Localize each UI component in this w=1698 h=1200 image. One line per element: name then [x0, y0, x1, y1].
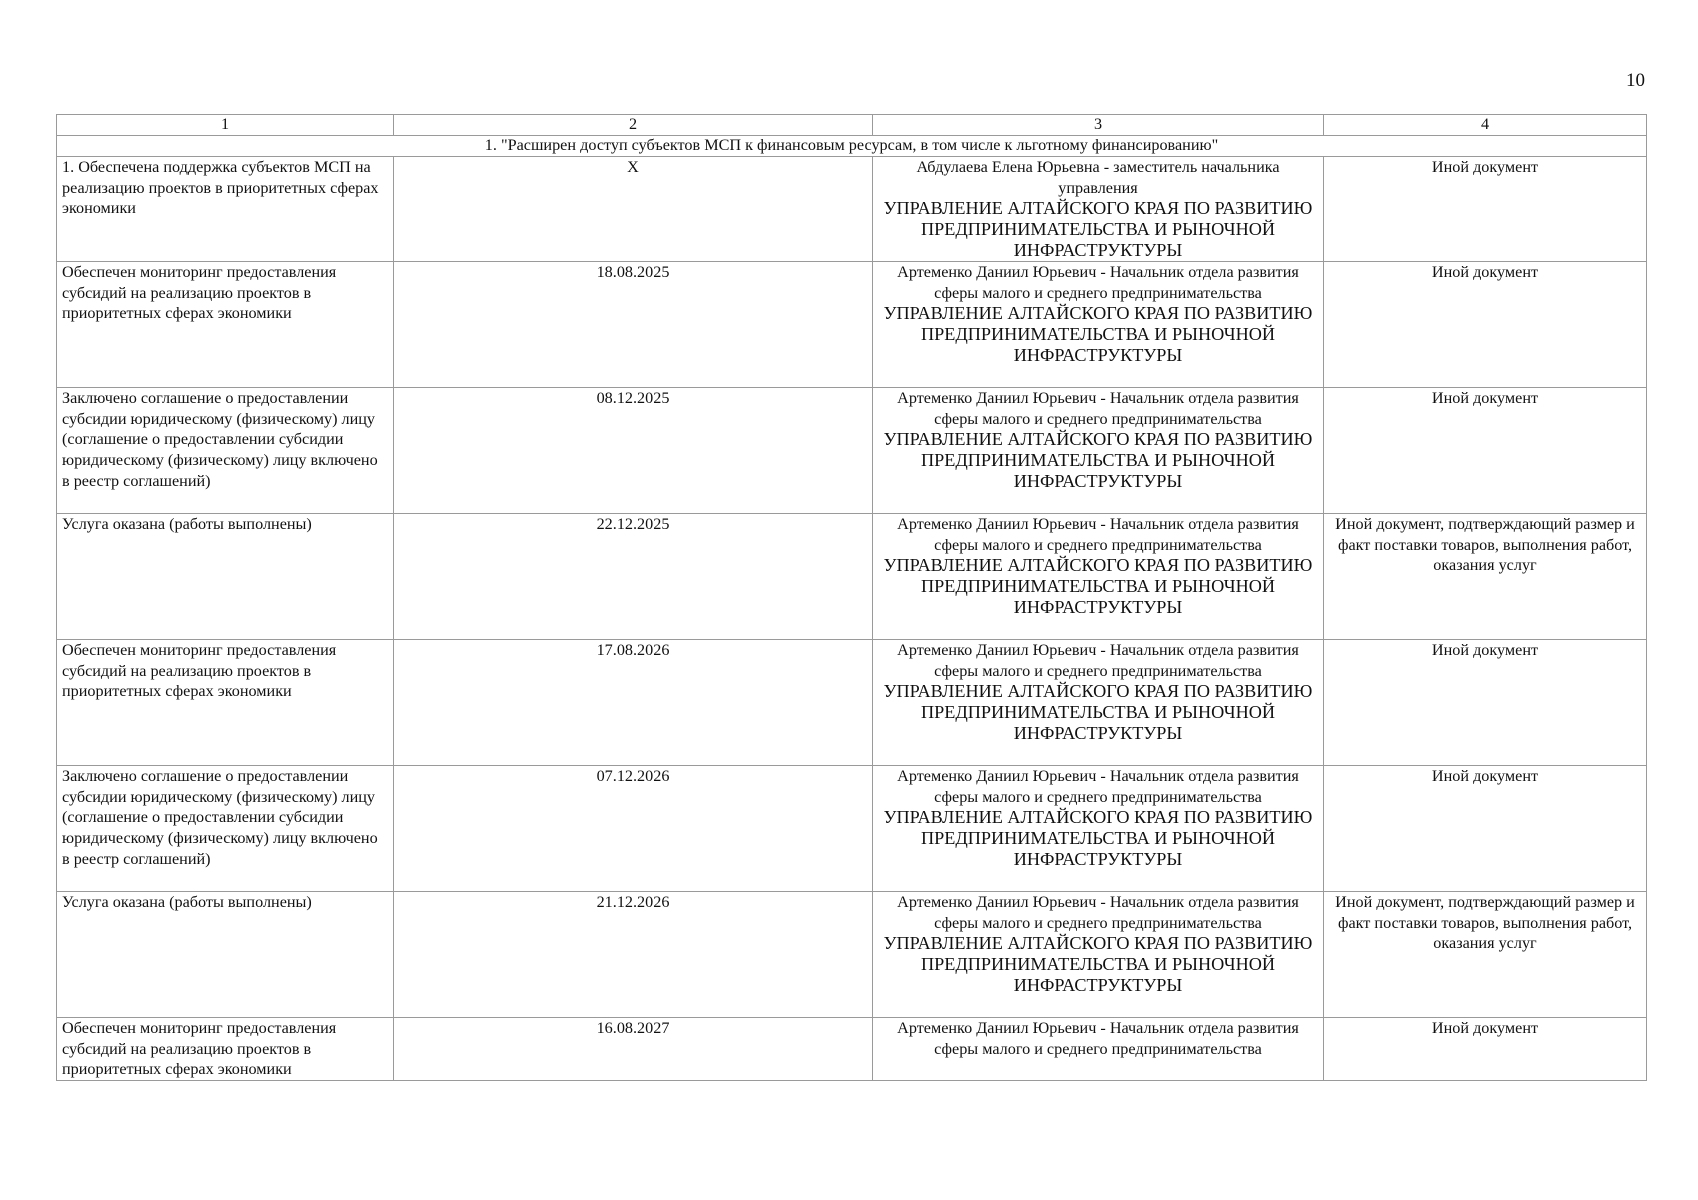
event-cell: Обеспечен мониторинг предоставления субсидий на реализацию проектов в приоритетных сферах экономики — [57, 1018, 394, 1081]
responsible-cell — [873, 640, 1324, 766]
table-row — [57, 766, 1647, 892]
date-cell: 21.12.2026 — [394, 892, 873, 1018]
responsible-org: УПРАВЛЕНИЕ АЛТАЙСКОГО КРАЯ ПО РАЗВИТИЮ ПРЕДПРИНИМАТЕЛЬСТВА И РЫНОЧНОЙ ИНФРАСТРУКТУРЫ — [883, 933, 1313, 996]
event-cell: Услуга оказана (работы выполнены) — [57, 514, 394, 640]
responsible-person: Артеменко Даниил Юрьевич - Начальник отдела развития сферы малого и среднего предпринимательства — [897, 515, 1299, 554]
document-cell: Иной документ — [1324, 262, 1647, 388]
responsible-person: Абдулаева Елена Юрьевна - заместитель начальника управления — [916, 158, 1280, 197]
table-row — [57, 892, 1647, 1018]
responsible-org: УПРАВЛЕНИЕ АЛТАЙСКОГО КРАЯ ПО РАЗВИТИЮ ПРЕДПРИНИМАТЕЛЬСТВА И РЫНОЧНОЙ ИНФРАСТРУКТУРЫ — [883, 198, 1313, 261]
responsible-cell — [873, 1018, 1324, 1081]
column-number: 1 — [57, 115, 394, 136]
responsible-cell — [873, 766, 1324, 892]
column-number-row — [57, 115, 1647, 136]
table-row — [57, 514, 1647, 640]
responsible-person: Артеменко Даниил Юрьевич - Начальник отдела развития сферы малого и среднего предпринимательства — [897, 263, 1299, 302]
document-cell: Иной документ — [1324, 388, 1647, 514]
table-row — [57, 1018, 1647, 1081]
responsible-org: УПРАВЛЕНИЕ АЛТАЙСКОГО КРАЯ ПО РАЗВИТИЮ ПРЕДПРИНИМАТЕЛЬСТВА И РЫНОЧНОЙ ИНФРАСТРУКТУРЫ — [883, 555, 1313, 618]
responsible-cell — [873, 262, 1324, 388]
responsible-org: УПРАВЛЕНИЕ АЛТАЙСКОГО КРАЯ ПО РАЗВИТИЮ ПРЕДПРИНИМАТЕЛЬСТВА И РЫНОЧНОЙ ИНФРАСТРУКТУРЫ — [883, 681, 1313, 744]
date-cell: 17.08.2026 — [394, 640, 873, 766]
table-row — [57, 262, 1647, 388]
responsible-person: Артеменко Даниил Юрьевич - Начальник отдела развития сферы малого и среднего предпринимательства — [897, 893, 1299, 932]
date-cell: 16.08.2027 — [394, 1018, 873, 1081]
column-number: 2 — [394, 115, 873, 136]
date-cell: X — [394, 157, 873, 262]
document-cell: Иной документ — [1324, 640, 1647, 766]
document-cell: Иной документ, подтверждающий размер и факт поставки товаров, выполнения работ, оказания услуг — [1324, 514, 1647, 640]
responsible-person: Артеменко Даниил Юрьевич - Начальник отдела развития сферы малого и среднего предпринимательства — [897, 767, 1299, 806]
event-cell: Заключено соглашение о предоставлении субсидии юридическому (физическому) лицу (соглашение о предоставлении субсидии юридическому (физическому) лицу включено в реестр соглашений) — [57, 766, 394, 892]
date-cell: 18.08.2025 — [394, 262, 873, 388]
column-number: 3 — [873, 115, 1324, 136]
section-title: 1. "Расширен доступ субъектов МСП к финансовым ресурсам, в том числе к льготному финансированию" — [57, 136, 1647, 157]
responsible-person: Артеменко Даниил Юрьевич - Начальник отдела развития сферы малого и среднего предпринимательства — [897, 1019, 1299, 1058]
section-title-row — [57, 136, 1647, 157]
responsible-cell — [873, 514, 1324, 640]
page-number: 10 — [1626, 70, 1645, 91]
table-row — [57, 388, 1647, 514]
event-cell: 1. Обеспечена поддержка субъектов МСП на реализацию проектов в приоритетных сферах экономики — [57, 157, 394, 262]
responsible-org: УПРАВЛЕНИЕ АЛТАЙСКОГО КРАЯ ПО РАЗВИТИЮ ПРЕДПРИНИМАТЕЛЬСТВА И РЫНОЧНОЙ ИНФРАСТРУКТУРЫ — [883, 807, 1313, 870]
document-cell: Иной документ, подтверждающий размер и факт поставки товаров, выполнения работ, оказания услуг — [1324, 892, 1647, 1018]
responsible-cell — [873, 157, 1324, 262]
responsible-org: УПРАВЛЕНИЕ АЛТАЙСКОГО КРАЯ ПО РАЗВИТИЮ ПРЕДПРИНИМАТЕЛЬСТВА И РЫНОЧНОЙ ИНФРАСТРУКТУРЫ — [883, 429, 1313, 492]
event-cell: Услуга оказана (работы выполнены) — [57, 892, 394, 1018]
document-cell: Иной документ — [1324, 157, 1647, 262]
date-cell: 22.12.2025 — [394, 514, 873, 640]
responsible-cell — [873, 388, 1324, 514]
responsible-cell — [873, 892, 1324, 1018]
date-cell: 07.12.2026 — [394, 766, 873, 892]
column-number: 4 — [1324, 115, 1647, 136]
responsible-org: УПРАВЛЕНИЕ АЛТАЙСКОГО КРАЯ ПО РАЗВИТИЮ ПРЕДПРИНИМАТЕЛЬСТВА И РЫНОЧНОЙ ИНФРАСТРУКТУРЫ — [883, 303, 1313, 366]
table-row — [57, 157, 1647, 262]
event-cell: Обеспечен мониторинг предоставления субсидий на реализацию проектов в приоритетных сферах экономики — [57, 640, 394, 766]
responsible-person: Артеменко Даниил Юрьевич - Начальник отдела развития сферы малого и среднего предпринимательства — [897, 641, 1299, 680]
event-cell: Обеспечен мониторинг предоставления субсидий на реализацию проектов в приоритетных сферах экономики — [57, 262, 394, 388]
date-cell: 08.12.2025 — [394, 388, 873, 514]
document-cell: Иной документ — [1324, 766, 1647, 892]
responsible-person: Артеменко Даниил Юрьевич - Начальник отдела развития сферы малого и среднего предпринимательства — [897, 389, 1299, 428]
event-cell: Заключено соглашение о предоставлении субсидии юридическому (физическому) лицу (соглашение о предоставлении субсидии юридическому (физическому) лицу включено в реестр соглашений) — [57, 388, 394, 514]
document-cell: Иной документ — [1324, 1018, 1647, 1081]
table-row — [57, 640, 1647, 766]
plan-table — [56, 114, 1647, 1081]
